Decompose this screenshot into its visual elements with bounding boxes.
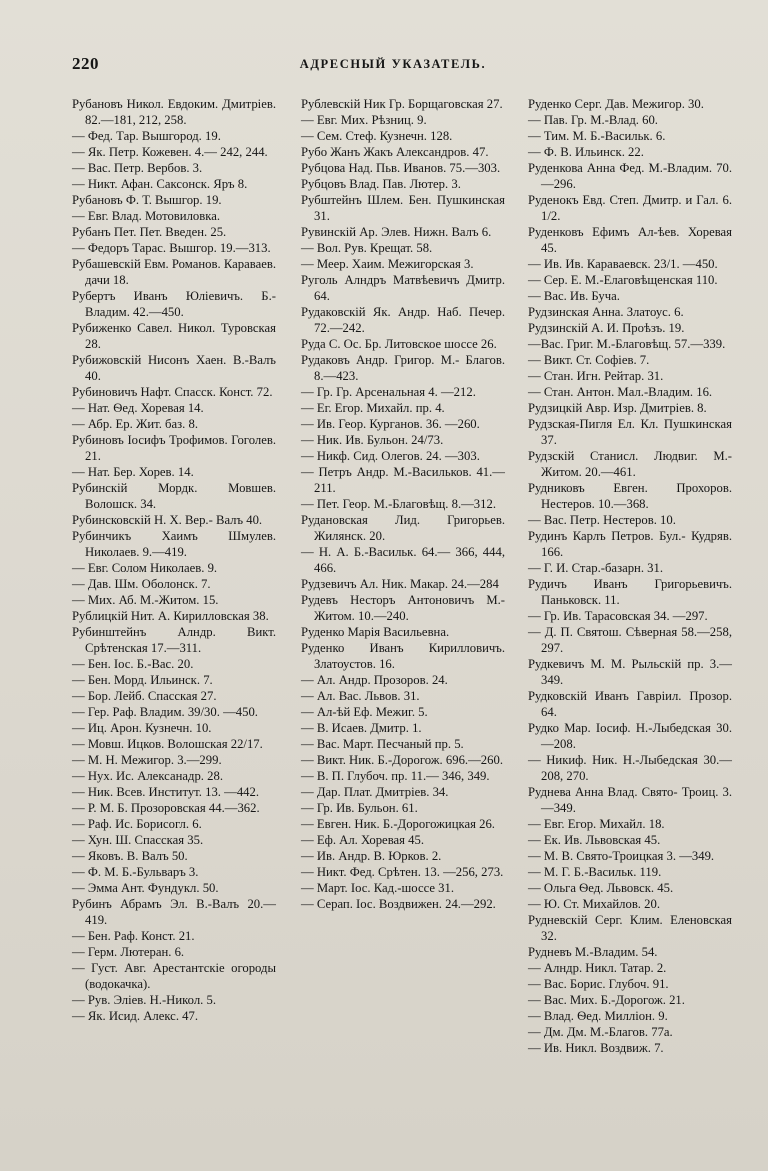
directory-columns	[72, 96, 732, 1164]
directory-entry: Рудаковскій Як. Андр. Наб. Печер. 72.—242.	[301, 305, 505, 335]
directory-entry: Рублицкій Нит. А. Кирилловская 38.	[72, 609, 269, 623]
directory-entry: — Бор. Лейб. Спасская 27.	[72, 689, 217, 703]
directory-entry: Рудановская Лид. Григорьев. Жилянск. 20.	[301, 513, 505, 543]
directory-entry: — Викт. Ник. Б.-Дорогож. 696.—260.	[301, 753, 503, 767]
directory-entry: — Ф. М. Б.-Бульваръ 3.	[72, 865, 199, 879]
directory-entry: — Мовш. Ицков. Волошская 22/17.	[72, 737, 263, 751]
directory-entry: — Евген. Ник. Б.-Дорогожицкая 26.	[301, 817, 495, 831]
directory-entry: — Викт. Ст. Софіев. 7.	[528, 353, 650, 367]
page-number: 220	[72, 54, 99, 73]
directory-entry: Рубертъ Иванъ Юліевичъ. Б.- Владим. 42.—450.	[72, 289, 276, 319]
directory-entry: — Петръ Андр. М.-Васильков. 41.—211.	[301, 465, 505, 495]
directory-entry: — Меер. Хаим. Межигорская 3.	[301, 257, 474, 271]
directory-entry: Рудзевичъ Ал. Ник. Макар. 24.—284	[301, 577, 499, 591]
directory-entry: — М. Н. Межигор. 3.—299.	[72, 753, 222, 767]
directory-entry: — Нат. Ѳед. Хоревая 14.	[72, 401, 204, 415]
directory-entry: — Алндр. Никл. Татар. 2.	[528, 961, 667, 975]
directory-entry: Руденко Серг. Дав. Межигор. 30.	[528, 97, 704, 111]
directory-entry: Руголь Алндръ Матвѣевичъ Дмитр. 64.	[301, 273, 505, 303]
directory-entry: — Гр. Ив. Бульон. 61.	[301, 801, 418, 815]
column-1	[72, 96, 276, 1024]
directory-entry: — Стан. Игн. Рейтар. 31.	[528, 369, 664, 383]
directory-entry: Рубижовскій Нисонъ Хаен. В.-Валъ 40.	[72, 353, 276, 383]
page-header	[72, 54, 714, 78]
directory-entry: — Ив. Ив. Караваевск. 23/1. —450.	[528, 257, 718, 271]
directory-entry: Рубиновъ Іосифъ Трофимов. Гоголев. 21.	[72, 433, 276, 463]
directory-entry: — Бен. Раф. Конст. 21.	[72, 929, 195, 943]
directory-entry: — Вас. Ив. Буча.	[528, 289, 620, 303]
directory-entry: — Тим. М. Б.-Васильк. 6.	[528, 129, 666, 143]
directory-entry: Рудзицкій Авр. Изр. Дмитріев. 8.	[528, 401, 707, 415]
directory-entry: Руденко Марія Васильевна.	[301, 625, 450, 639]
directory-entry: — Н. А. Б.-Васильк. 64.— 366, 444, 466.	[301, 545, 505, 575]
directory-entry: Руденко Иванъ Кирилловичъ. Златоустов. 16.	[301, 641, 505, 671]
directory-entry: — Рув. Эліев. Н.-Никол. 5.	[72, 993, 217, 1007]
directory-entry: — Ф. В. Ильинск. 22.	[528, 145, 644, 159]
directory-entry: — Ек. Ив. Львовская 45.	[528, 833, 661, 847]
directory-entry: Руденковъ Ефимъ Ал-ѣев. Хоревая 45.	[528, 225, 732, 255]
directory-entry: — М. В. Свято-Троицкая 3. —349.	[528, 849, 715, 863]
directory-entry: — Дар. Плат. Дмитріев. 34.	[301, 785, 449, 799]
directory-entry: — Пет. Геор. М.-Благовѣщ. 8.—312.	[301, 497, 497, 511]
directory-entry: — Густ. Авг. Арестантскіе огороды (водокачка).	[72, 961, 276, 991]
directory-entry: — Вас. Петр. Нестеров. 10.	[528, 513, 676, 527]
directory-entry: Рудко Мар. Іосиф. Н.-Лыбедская 30.—208.	[528, 721, 732, 751]
directory-entry: Рубинскій Мордк. Мовшев. Волошск. 34.	[72, 481, 276, 511]
directory-entry: — Никф. Сид. Олегов. 24. —303.	[301, 449, 480, 463]
directory-entry: — Стан. Антон. Мал.-Владим. 16.	[528, 385, 713, 399]
directory-entry: Рудневъ М.-Владим. 54.	[528, 945, 658, 959]
directory-entry: — Яковъ. В. Валъ 50.	[72, 849, 188, 863]
directory-entry: — Ал. Андр. Прозоров. 24.	[301, 673, 448, 687]
directory-entry: Рудичъ Иванъ Григорьевичъ. Паньковск. 11.	[528, 577, 732, 607]
directory-entry: Рубинштейнъ Алндр. Викт. Срѣтенская 17.—311.	[72, 625, 276, 655]
directory-entry: Рувинскій Ар. Элев. Нижн. Валъ 6.	[301, 225, 492, 239]
directory-entry: Рудаковъ Андр. Григор. М.- Благов. 8.—423.	[301, 353, 505, 383]
directory-entry: Рубцовъ Влад. Пав. Лютер. 3.	[301, 177, 461, 191]
directory-entry: Рубашевскій Евм. Романов. Караваев. дачи 18.	[72, 257, 276, 287]
directory-entry: — Ник. Всев. Институт. 13. —442.	[72, 785, 260, 799]
directory-entry: — Фед. Тар. Вышгород. 19.	[72, 129, 221, 143]
directory-entry: — Сем. Стеф. Кузнечн. 128.	[301, 129, 453, 143]
directory-entry: — Никт. Фед. Срѣтен. 13. —256, 273.	[301, 865, 504, 879]
directory-entry: — Абр. Ер. Жит. баз. 8.	[72, 417, 199, 431]
directory-entry: Рудневскій Серг. Клим. Еленовская 32.	[528, 913, 732, 943]
directory-entry: — Ив. Геор. Курганов. 36. —260.	[301, 417, 480, 431]
directory-entry: Рубштейнъ Шлем. Бен. Пушкинская 31.	[301, 193, 505, 223]
directory-entry: — Дав. Шм. Оболонск. 7.	[72, 577, 211, 591]
directory-entry: — Хун. Ш. Спасская 35.	[72, 833, 204, 847]
directory-entry: — Як. Исид. Алекс. 47.	[72, 1009, 199, 1023]
directory-entry: — Сер. Е. М.-Елаговѣщенская 110.	[528, 273, 718, 287]
directory-entry: — Гер. Раф. Владим. 39/30. —450.	[72, 705, 258, 719]
directory-entry: Рудниковъ Евген. Прохоров. Нестеров. 10.—368.	[528, 481, 732, 511]
directory-entry: — Вас. Борис. Глубоч. 91.	[528, 977, 669, 991]
directory-entry: — Вол. Рув. Крещат. 58.	[301, 241, 433, 255]
directory-entry: — Федоръ Тарас. Вышгор. 19.—313.	[72, 241, 271, 255]
directory-entry: Рубинсковскій Н. Х. Вер.- Валъ 40.	[72, 513, 263, 527]
directory-entry: — Ег. Егор. Михайл. пр. 4.	[301, 401, 445, 415]
directory-entry: — В. Исаев. Дмитр. 1.	[301, 721, 422, 735]
directory-entry: — Ал-ѣй Еф. Межиг. 5.	[301, 705, 428, 719]
directory-entry: Рудинъ Карлъ Петров. Бул.- Кудряв. 166.	[528, 529, 732, 559]
directory-entry: — Евг. Солом Николаев. 9.	[72, 561, 218, 575]
directory-entry: — Ник. Ив. Бульон. 24/73.	[301, 433, 444, 447]
directory-entry: — Иц. Арон. Кузнечн. 10.	[72, 721, 212, 735]
directory-entry: Рудзинскій А. И. Проѣзъ. 19.	[528, 321, 685, 335]
directory-entry: — Влад. Ѳед. Милліон. 9.	[528, 1009, 668, 1023]
directory-entry: — Пав. Гр. М.-Влад. 60.	[528, 113, 658, 127]
directory-entry: Рубанъ Пет. Пет. Введен. 25.	[72, 225, 227, 239]
directory-entry: — Эмма Ант. Фундукл. 50.	[72, 881, 219, 895]
directory-entry: Рубо Жанъ Жакъ Александров. 47.	[301, 145, 489, 159]
directory-entry: — Д. П. Святош. Сѣверная 58.—258, 297.	[528, 625, 732, 655]
directory-entry: — Вас. Петр. Вербов. 3.	[72, 161, 203, 175]
directory-entry: — Бен. Морд. Ильинск. 7.	[72, 673, 213, 687]
directory-entry: — Ю. Ст. Михайлов. 20.	[528, 897, 661, 911]
directory-entry: Руднева Анна Влад. Свято- Троиц. 3.—349.	[528, 785, 732, 815]
directory-entry: — М. Г. Б.-Васильк. 119.	[528, 865, 662, 879]
directory-entry: — Ал. Вас. Львов. 31.	[301, 689, 420, 703]
column-3	[528, 96, 732, 1056]
directory-entry: Рубановъ Никол. Евдоким. Дмитріев. 82.—181, 212, 258.	[72, 97, 276, 127]
directory-entry: Рубцова Над. Пьв. Иванов. 75.—303.	[301, 161, 501, 175]
directory-entry: — Р. М. Б. Прозоровская 44.—362.	[72, 801, 260, 815]
directory-entry: Рудзскій Станисл. Людвиг. М.-Житом. 20.—461.	[528, 449, 732, 479]
directory-entry: Рубинчикъ Хаимъ Шмулев. Николаев. 9.—419.	[72, 529, 276, 559]
directory-entry: — Вас. Март. Песчаный пр. 5.	[301, 737, 464, 751]
directory-entry: — Як. Петр. Кожевен. 4.— 242, 244.	[72, 145, 268, 159]
directory-entry: — Вас. Мих. Б.-Дорогож. 21.	[528, 993, 685, 1007]
directory-entry: — Нух. Ис. Алексанадр. 28.	[72, 769, 224, 783]
directory-entry: — Март. Іос. Кад.-шоссе 31.	[301, 881, 455, 895]
column-2	[301, 96, 505, 912]
directory-entry: Рубиженко Савел. Никол. Туровская 28.	[72, 321, 276, 351]
directory-entry: — Мих. Аб. М.-Житом. 15.	[72, 593, 219, 607]
directory-entry: — Раф. Ис. Борисогл. 6.	[72, 817, 202, 831]
directory-entry: — Евг. Егор. Михайл. 18.	[528, 817, 665, 831]
directory-entry: Рудевъ Несторъ Антоновичъ М.-Житом. 10.—240.	[301, 593, 505, 623]
directory-entry: — Ольга Ѳед. Львовск. 45.	[528, 881, 674, 895]
directory-entry: Руда С. Ос. Бр. Литовское шоссе 26.	[301, 337, 497, 351]
directory-entry: Рудковскій Иванъ Гавріил. Прозор. 64.	[528, 689, 732, 719]
directory-entry: —Вас. Григ. М.-Благовѣщ. 57.—339.	[528, 337, 726, 351]
directory-entry: — Г. И. Стар.-базарн. 31.	[528, 561, 664, 575]
directory-entry: — Герм. Лютеран. 6.	[72, 945, 185, 959]
directory-entry: — В. П. Глубоч. пр. 11.— 346, 349.	[301, 769, 490, 783]
running-title: АДРЕСНЫЙ УКАЗАТЕЛЬ.	[299, 57, 487, 71]
directory-entry: Руденокъ Евд. Степ. Дмитр. и Гал. 6. 1/2.	[528, 193, 732, 223]
directory-entry: — Дм. Дм. М.-Благов. 77а.	[528, 1025, 673, 1039]
directory-entry: — Никт. Афан. Саксонск. Яръ 8.	[72, 177, 248, 191]
directory-entry: — Гр. Гр. Арсенальная 4. —212.	[301, 385, 476, 399]
directory-entry: Рублевскій Ник Гр. Борщаговская 27.	[301, 97, 503, 111]
directory-entry: Рудзинская Анна. Златоус. 6.	[528, 305, 684, 319]
directory-entry: Рудкевичъ М. М. Рыльскій пр. 3.—349.	[528, 657, 732, 687]
directory-entry: Рубинъ Абрамъ Эл. В.-Валъ 20.—419.	[72, 897, 276, 927]
directory-entry: — Евг. Влад. Мотовиловка.	[72, 209, 221, 223]
directory-entry: — Еф. Ал. Хоревая 45.	[301, 833, 425, 847]
directory-entry: Рубиновичъ Нафт. Спасск. Конст. 72.	[72, 385, 273, 399]
directory-entry: Руденкова Анна Фед. М.-Владим. 70.—296.	[528, 161, 732, 191]
directory-entry: — Евг. Мих. Рѣзниц. 9.	[301, 113, 427, 127]
directory-entry: — Никиф. Ник. Н.-Лыбедская 30.—208, 270.	[528, 753, 732, 783]
directory-entry: Рудзская-Пигля Ел. Кл. Пушкинская 37.	[528, 417, 732, 447]
directory-entry: — Гр. Ив. Тарасовская 34. —297.	[528, 609, 708, 623]
directory-entry: — Нат. Бер. Хорев. 14.	[72, 465, 194, 479]
directory-entry: — Ив. Андр. В. Юрков. 2.	[301, 849, 442, 863]
directory-entry: — Серап. Іос. Воздвижен. 24.—292.	[301, 897, 496, 911]
directory-entry: — Ив. Никл. Воздвиж. 7.	[528, 1041, 664, 1055]
directory-entry: — Бен. Іос. Б.-Вас. 20.	[72, 657, 194, 671]
directory-entry: Рубановъ Ф. Т. Вышгор. 19.	[72, 193, 222, 207]
